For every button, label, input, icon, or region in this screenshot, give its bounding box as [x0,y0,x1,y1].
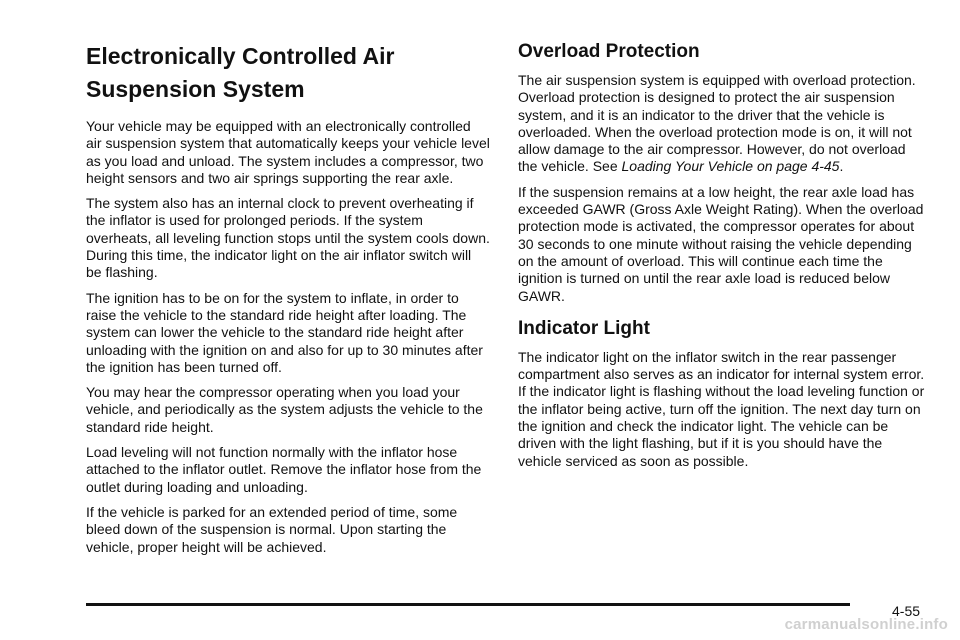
indicator-paragraph: The indicator light on the inflator switch in the rear passenger compartment also serves as an indicator for internal system error. If the indicator light is flashing without the load leveling function or the inflator being active, turn off the ignition. The next day turn on the ignition and check the indicator light. The vehicle can be driven with the light flashing, but if it is you should have the vehicle serviced as soon as possible. [518,348,925,469]
indicator-light-heading: Indicator Light [518,317,650,339]
overload-text: The air suspension system is equipped with overload protection. Overload protection is designed to protect the air suspension system, and it is an indicator to the driver that the vehicle is overloaded. When the overload protection mode is on, it will not allow damage to the air compressor. However, do not overload the vehicle. See [518,72,916,175]
watermark: carmanualsonline.info [784,616,948,633]
overload-paragraph: If the suspension remains at a low height, the rear axle load has exceeded GAWR (Gross Axle Weight Rating). When the overload protection mode is activated, the compressor operates for about 30 seconds to one minute without raising the vehicle depending on the amount of overload. This will continue each time the ignition is turned on until the rear axle load is reduced below GAWR. [518,183,924,304]
overload-text-end: . [839,158,844,175]
paragraph: If the vehicle is parked for an extended period of time, some bleed down of the suspension is normal. Upon starting the vehicle, proper height will be achieved. [86,503,458,555]
paragraph: The system also has an internal clock to prevent overheating if the inflator is used for prolonged periods. If the system overheats, all leveling function stops until the system cools down. During this time, the indicator light on the air inflator switch will be flashing. [86,195,490,281]
overload-paragraph [518,72,928,176]
paragraph: The ignition has to be on for the system to inflate, in order to raise the vehicle to the standard ride height after loading. The system can lower the vehicle to the standard ride height after unloading with the ignition on and also for up to 30 minutes after the ignition has been turned off. [86,289,483,375]
left-column [86,40,490,564]
paragraph: Your vehicle may be equipped with an electronically controlled air suspension system that automatically keeps your vehicle level as you load and unload. The system includes a compressor, two height sensors and two air springs supporting the rear axle. [86,118,490,186]
overload-protection-heading: Overload Protection [518,41,700,62]
paragraph: You may hear the compressor operating when you load your vehicle, and periodically as the system adjusts the vehicle to the standard ride height. [86,384,483,435]
paragraph: Load leveling will not function normally with the inflator hose attached to the inflator outlet. Remove the inflator hose from the outlet during loading and unloading. [86,444,482,495]
footer-rule [86,603,850,606]
page-number: 4-55 [892,603,921,619]
right-column [518,40,928,478]
section-title: Electronically Controlled Air Suspension System [86,43,395,102]
cross-reference-link[interactable]: Loading Your Vehicle on page 4-45 [621,158,840,175]
